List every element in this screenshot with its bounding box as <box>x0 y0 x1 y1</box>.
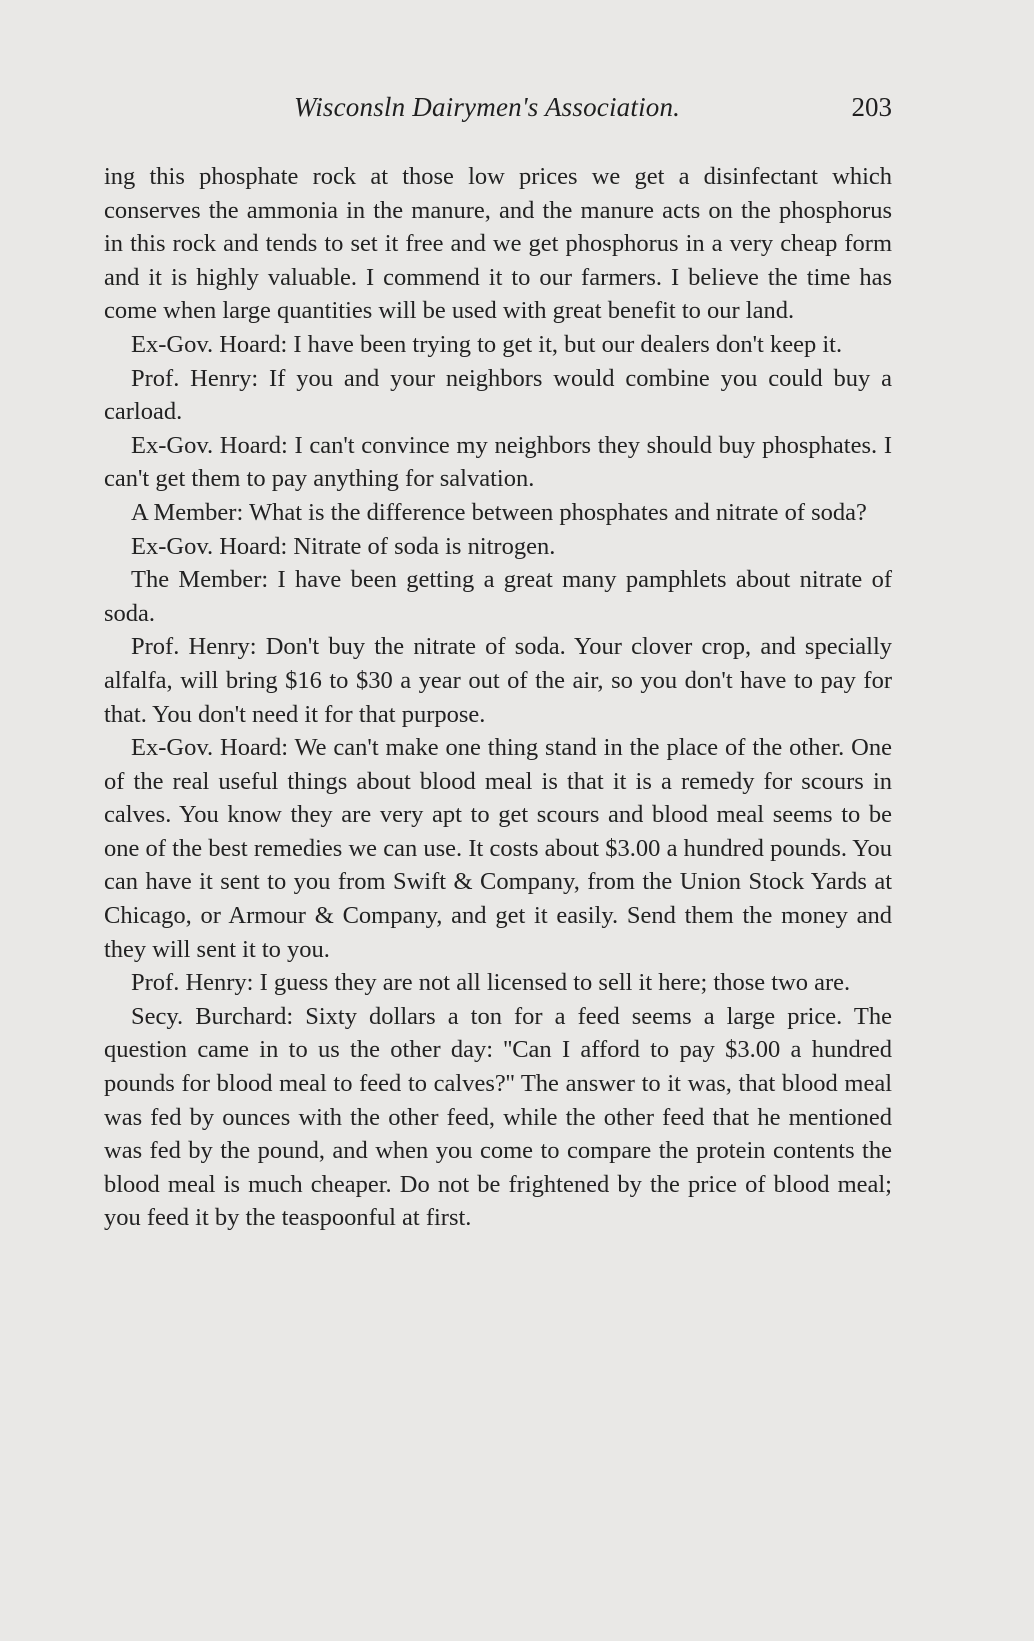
paragraph-hoard-blood-meal: Ex-Gov. Hoard: We can't make one thing stand in the place of the other. One of the real useful things about blood meal is that it is a remedy for scours in calves. You know they are very apt to get scours and blood meal seems to be one of the best remedies we can use. It costs about $3.00 a hundred pounds. You can have it sent to you from Swift & Company, from the Union Stock Yards at Chicago, or Armour & Company, and get it easily. Send them the money and they will sent it to you. <box>104 734 892 963</box>
running-head: Wisconsln Dairymen's Association. <box>294 92 681 122</box>
paragraph-henry-clover: Prof. Henry: Don't buy the nitrate of soda. Your clover crop, and specially alfalfa, will bring $16 to $30 a year out of the air, so you don't have to pay for that. You don't need it for that purpose. <box>104 633 892 728</box>
paragraph-hoard-nitrogen: Ex-Gov. Hoard: Nitrate of soda is nitrogen. <box>131 532 556 560</box>
paragraph-hoard-dealers: Ex-Gov. Hoard: I have been trying to get it, but our dealers don't keep it. <box>131 330 843 358</box>
paragraph-henry-licensed: Prof. Henry: I guess they are not all licensed to sell it here; those two are. <box>131 969 851 997</box>
paragraph-continued: ing this phosphate rock at those low prices we get a disinfectant which conserves the ammonia in the manure, and the manure acts on the phosphorus in this rock and tends to set it free and we get phosphorus in a very cheap form and it is highly valuable. I commend it to our farmers. I believe the time has come when large quantities will be used with great benefit to our land. <box>104 163 892 325</box>
paragraph-burchard-price: Secy. Burchard: Sixty dollars a ton for a feed seems a large price. The question came in to us the other day: ''Can I afford to pay $3.00 a hundred pounds for blood meal to feed to calves?'' The answer to it was, that blood meal was fed by ounces with the other feed, while the other feed that he mentioned was fed by the pound, and when you come to compare the protein contents the blood meal is much cheaper. Do not be frightened by the price of blood meal; you feed it by the teaspoonful at first. <box>104 1002 892 1232</box>
page-number: 203 <box>851 92 892 122</box>
paragraph-henry-carload: Prof. Henry: If you and your neighbors would combine you could buy a carload. <box>104 364 892 426</box>
body-text <box>104 160 892 1235</box>
paragraph-member-question: A Member: What is the difference between phosphates and nitrate of soda? <box>131 498 867 526</box>
paragraph-hoard-salvation: Ex-Gov. Hoard: I can't convince my neighbors they should buy phosphates. I can't get them to pay anything for salvation. <box>104 431 892 493</box>
page-header <box>104 92 892 136</box>
paragraph-member-pamphlets: The Member: I have been getting a great many pamphlets about nitrate of soda. <box>104 566 892 627</box>
